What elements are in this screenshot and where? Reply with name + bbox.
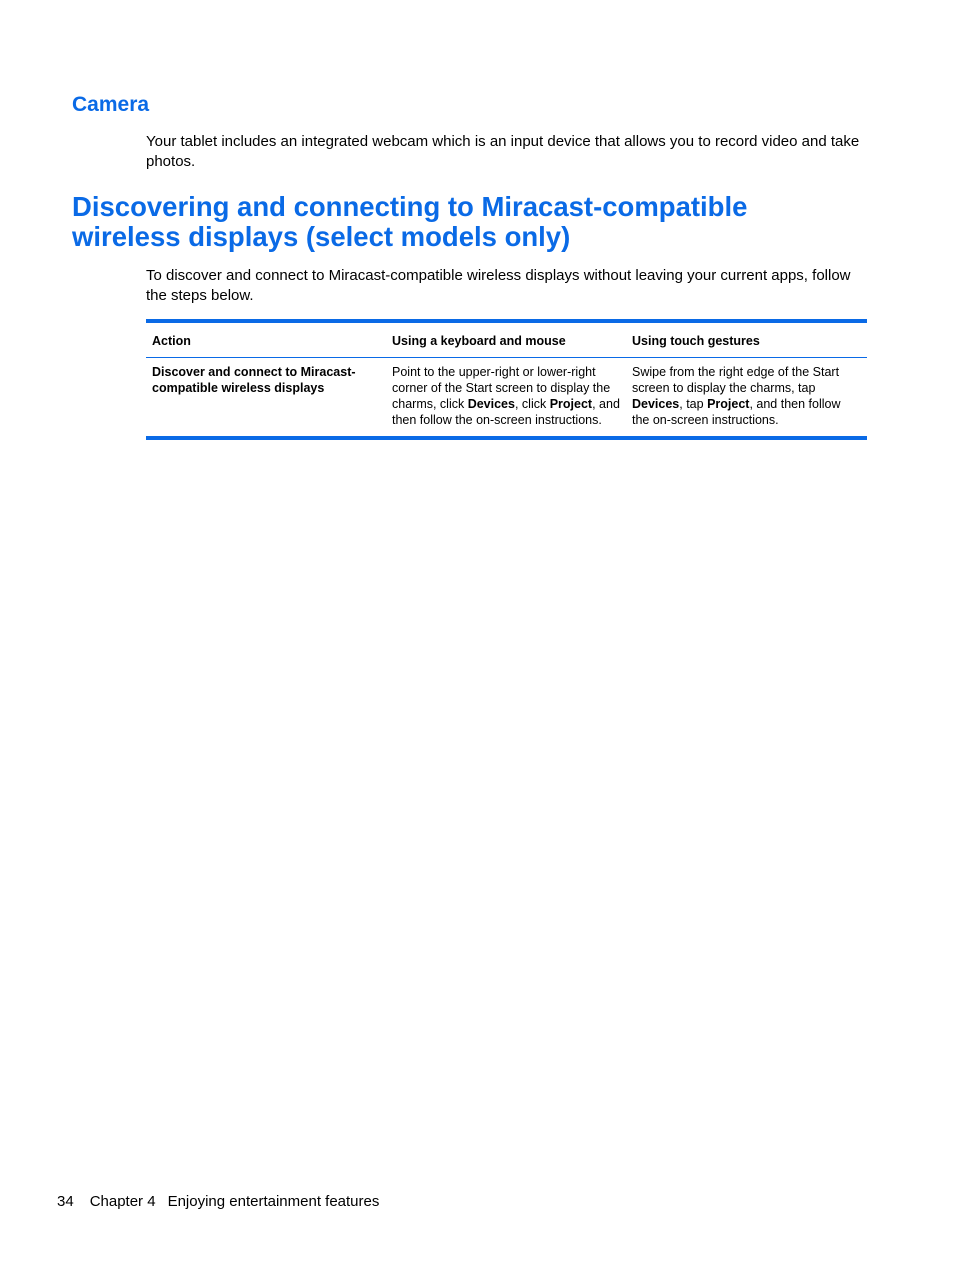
cell-touch (626, 358, 867, 437)
footer-chapter-title: Enjoying entertainment features (167, 1193, 380, 1210)
miracast-intro: To discover and connect to Miracast-compatible wireless displays without leaving your current apps, follow the steps below. (146, 267, 851, 304)
page-number: 34 (57, 1193, 74, 1210)
miracast-heading-line1: Discovering and connecting to Miracast-compatible (72, 191, 748, 222)
touch-text-3: , and then follow the on-screen instructions. (632, 397, 841, 427)
header-touch: Using touch gestures (626, 323, 867, 358)
header-action: Action (146, 323, 386, 358)
touch-text-1: Swipe from the right edge of the Start screen to display the charms, tap (632, 365, 840, 395)
camera-heading: Camera (72, 93, 150, 116)
keyboard-text-3: , and then follow the on-screen instructions. (392, 397, 620, 427)
keyboard-project: Project (549, 397, 593, 411)
miracast-heading (72, 192, 872, 252)
miracast-heading-line2: wireless displays (select models only) (72, 221, 571, 252)
touch-project: Project (707, 397, 750, 411)
camera-description: Your tablet includes an integrated webcam which is an input device that allows you to record video and take photos. (146, 133, 860, 170)
touch-text-2: , tap (679, 397, 708, 411)
keyboard-devices: Devices (467, 397, 515, 411)
touch-devices: Devices (632, 397, 680, 411)
page-footer (57, 1192, 379, 1212)
header-keyboard: Using a keyboard and mouse (386, 323, 626, 358)
cell-action: Discover and connect to Miracast-compatible wireless displays (152, 365, 356, 395)
cell-keyboard (386, 358, 626, 437)
keyboard-text-1: Point to the upper-right or lower-right corner of the Start screen to display the charms, click (392, 365, 611, 411)
table-row (146, 358, 867, 437)
table-header-row (146, 323, 867, 358)
miracast-table (146, 319, 867, 440)
footer-chapter: Chapter 4 (89, 1193, 156, 1210)
keyboard-text-2: , click (514, 397, 550, 411)
